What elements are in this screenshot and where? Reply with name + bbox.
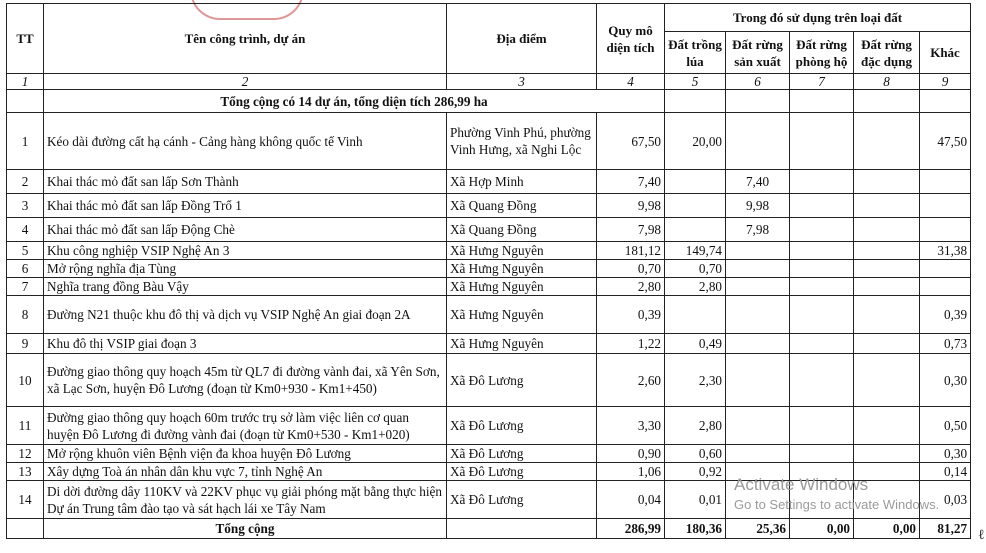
project-area: 0,70 (597, 260, 665, 278)
other-land-area: 31,38 (920, 242, 971, 260)
rice-land-area: 0,49 (665, 334, 726, 354)
table-row (7, 296, 971, 334)
watermark-title: Activate Windows (734, 475, 869, 494)
project-name: Khu công nghiệp VSIP Nghệ An 3 (44, 242, 447, 260)
project-name: Khu đô thị VSIP giai đoạn 3 (44, 334, 447, 354)
project-area: 0,39 (597, 296, 665, 334)
row-number: 9 (7, 334, 44, 354)
header-landuse-group: Trong đó sử dụng trên loại đất (665, 4, 971, 32)
project-area: 9,98 (597, 194, 665, 218)
header-protection-forest: Đất rừng phòng hộ (790, 32, 854, 74)
project-name: Mở rộng khuôn viên Bệnh viện đa khoa huyện Đô Lương (44, 445, 447, 463)
protection-forest-area (790, 278, 854, 296)
column-index: 8 (854, 74, 920, 90)
edge-mark: ℓ (978, 528, 985, 543)
protection-forest-area (790, 242, 854, 260)
project-location: Xã Hợp Minh (447, 170, 597, 194)
other-land-area: 0,14 (920, 463, 971, 481)
project-location: Xã Hưng Nguyên (447, 260, 597, 278)
column-index: 4 (597, 74, 665, 90)
table-row (7, 218, 971, 242)
row-number: 5 (7, 242, 44, 260)
column-index-row (7, 74, 971, 90)
other-land-area (920, 218, 971, 242)
other-land-area: 0,39 (920, 296, 971, 334)
special-use-forest-area (854, 260, 920, 278)
project-location: Xã Hưng Nguyên (447, 296, 597, 334)
production-forest-area: 7,98 (726, 218, 790, 242)
rice-land-area: 0,01 (665, 481, 726, 519)
rice-land-area (665, 218, 726, 242)
table-row (7, 278, 971, 296)
total-production-forest: 25,36 (726, 519, 790, 539)
project-name: Xây dựng Toà án nhân dân khu vực 7, tỉnh Nghệ An (44, 463, 447, 481)
project-area: 3,30 (597, 407, 665, 445)
protection-forest-area (790, 218, 854, 242)
other-land-area: 0,73 (920, 334, 971, 354)
rice-land-area: 149,74 (665, 242, 726, 260)
rice-land-area: 0,92 (665, 463, 726, 481)
row-number: 3 (7, 194, 44, 218)
special-use-forest-area (854, 218, 920, 242)
row-number: 14 (7, 481, 44, 519)
protection-forest-area (790, 296, 854, 334)
rice-land-area: 0,70 (665, 260, 726, 278)
row-number: 7 (7, 278, 44, 296)
rice-land-area (665, 194, 726, 218)
project-name: Khai thác mỏ đất san lấp Động Chè (44, 218, 447, 242)
column-index: 9 (920, 74, 971, 90)
column-index: 5 (665, 74, 726, 90)
protection-forest-area (790, 354, 854, 407)
row-number: 11 (7, 407, 44, 445)
rice-land-area: 2,80 (665, 278, 726, 296)
watermark-subtitle: Go to Settings to activate Windows. (734, 497, 940, 512)
table-row (7, 242, 971, 260)
special-use-forest-area (854, 296, 920, 334)
rice-land-area: 2,80 (665, 407, 726, 445)
land-use-table-document (6, 3, 976, 539)
other-land-area (920, 260, 971, 278)
project-location: Phường Vinh Phú, phường Vinh Hưng, xã Nghi Lộc (447, 113, 597, 170)
other-land-area: 47,50 (920, 113, 971, 170)
table-row (7, 407, 971, 445)
project-name: Khai thác mỏ đất san lấp Sơn Thành (44, 170, 447, 194)
protection-forest-area (790, 260, 854, 278)
project-location: Xã Đô Lương (447, 463, 597, 481)
production-forest-area (726, 445, 790, 463)
land-use-table (6, 3, 971, 539)
column-index: 7 (790, 74, 854, 90)
column-index: 2 (44, 74, 447, 90)
project-location: Xã Đô Lương (447, 407, 597, 445)
production-forest-area (726, 407, 790, 445)
project-location: Xã Hưng Nguyên (447, 334, 597, 354)
total-special-use-forest: 0,00 (854, 519, 920, 539)
other-land-area: 0,50 (920, 407, 971, 445)
special-use-forest-area (854, 278, 920, 296)
special-use-forest-area (854, 445, 920, 463)
table-row (7, 170, 971, 194)
total-area: 286,99 (597, 519, 665, 539)
rice-land-area (665, 170, 726, 194)
production-forest-area (726, 242, 790, 260)
column-index: 3 (447, 74, 597, 90)
project-location: Xã Hưng Nguyên (447, 278, 597, 296)
row-number: 2 (7, 170, 44, 194)
special-use-forest-area (854, 334, 920, 354)
other-land-area (920, 278, 971, 296)
special-use-forest-area (854, 354, 920, 407)
project-area: 1,22 (597, 334, 665, 354)
project-area: 7,98 (597, 218, 665, 242)
column-index: 1 (7, 74, 44, 90)
row-number: 6 (7, 260, 44, 278)
project-name: Di dời đường dây 110KV và 22KV phục vụ giải phóng mặt bằng thực hiện Dự án Trung tâm đào tạo và sát hạch lái xe Tây Nam (44, 481, 447, 519)
project-location: Xã Quang Đồng (447, 218, 597, 242)
summary-row (7, 90, 971, 113)
header-special-use-forest: Đất rừng đặc dụng (854, 32, 920, 74)
project-area: 181,12 (597, 242, 665, 260)
row-number: 10 (7, 354, 44, 407)
table-row (7, 194, 971, 218)
total-label: Tổng cộng (44, 519, 447, 539)
summary-text: Tổng cộng có 14 dự án, tổng diện tích 286,99 ha (44, 90, 665, 113)
project-location: Xã Quang Đồng (447, 194, 597, 218)
project-name: Đường giao thông quy hoạch 60m trước trụ sở làm việc liên cơ quan huyện Đô Lương đi đường vành đai (đoạn từ Km0+530 - Km1+020) (44, 407, 447, 445)
row-number: 4 (7, 218, 44, 242)
project-area: 2,80 (597, 278, 665, 296)
protection-forest-area (790, 334, 854, 354)
project-area: 2,60 (597, 354, 665, 407)
total-protection-forest: 0,00 (790, 519, 854, 539)
production-forest-area: 7,40 (726, 170, 790, 194)
project-location: Xã Đô Lương (447, 354, 597, 407)
total-other: 81,27 (920, 519, 971, 539)
other-land-area (920, 170, 971, 194)
project-area: 0,90 (597, 445, 665, 463)
production-forest-area (726, 113, 790, 170)
production-forest-area (726, 260, 790, 278)
protection-forest-area (790, 170, 854, 194)
project-name: Nghĩa trang đồng Bàu Vậy (44, 278, 447, 296)
table-row (7, 260, 971, 278)
header-tt: TT (7, 4, 44, 74)
rice-land-area: 0,60 (665, 445, 726, 463)
header-location: Địa điểm (447, 4, 597, 74)
production-forest-area: 9,98 (726, 194, 790, 218)
other-land-area: 0,30 (920, 354, 971, 407)
column-index: 6 (726, 74, 790, 90)
project-name: Mở rộng nghĩa địa Tùng (44, 260, 447, 278)
special-use-forest-area (854, 194, 920, 218)
project-location: Xã Đô Lương (447, 481, 597, 519)
row-number: 1 (7, 113, 44, 170)
rice-land-area: 2,30 (665, 354, 726, 407)
special-use-forest-area (854, 170, 920, 194)
special-use-forest-area (854, 242, 920, 260)
activate-windows-watermark (734, 474, 939, 514)
special-use-forest-area (854, 113, 920, 170)
project-area: 67,50 (597, 113, 665, 170)
protection-forest-area (790, 445, 854, 463)
project-area: 1,06 (597, 463, 665, 481)
other-land-area: 0,03 (920, 481, 971, 519)
other-land-area (920, 194, 971, 218)
project-name: Đường giao thông quy hoạch 45m từ QL7 đi đường vành đai, xã Yên Sơn, xã Lạc Sơn, huyện Đô Lương (đoạn từ Km0+930 - Km1+450) (44, 354, 447, 407)
row-number: 13 (7, 463, 44, 481)
project-name: Kéo dài đường cất hạ cánh - Cảng hàng không quốc tế Vinh (44, 113, 447, 170)
table-row (7, 113, 971, 170)
header-production-forest: Đất rừng sản xuất (726, 32, 790, 74)
header-project-name: Tên công trình, dự án (44, 4, 447, 74)
row-number: 12 (7, 445, 44, 463)
rice-land-area (665, 296, 726, 334)
protection-forest-area (790, 407, 854, 445)
production-forest-area (726, 334, 790, 354)
protection-forest-area (790, 113, 854, 170)
row-number: 8 (7, 296, 44, 334)
protection-forest-area (790, 194, 854, 218)
header-other: Khác (920, 32, 971, 74)
other-land-area: 0,30 (920, 445, 971, 463)
header-rice-land: Đất trồng lúa (665, 32, 726, 74)
table-row (7, 354, 971, 407)
production-forest-area (726, 354, 790, 407)
special-use-forest-area (854, 407, 920, 445)
production-forest-area (726, 278, 790, 296)
table-row (7, 445, 971, 463)
project-location: Xã Đô Lương (447, 445, 597, 463)
project-area: 7,40 (597, 170, 665, 194)
project-name: Đường N21 thuộc khu đô thị và dịch vụ VSIP Nghệ An giai đoạn 2A (44, 296, 447, 334)
rice-land-area: 20,00 (665, 113, 726, 170)
table-row (7, 334, 971, 354)
project-name: Khai thác mỏ đất san lấp Đồng Trổ 1 (44, 194, 447, 218)
total-rice: 180,36 (665, 519, 726, 539)
project-area: 0,04 (597, 481, 665, 519)
project-location: Xã Hưng Nguyên (447, 242, 597, 260)
header-area: Quy mô diện tích (597, 4, 665, 74)
production-forest-area (726, 296, 790, 334)
total-row (7, 519, 971, 539)
